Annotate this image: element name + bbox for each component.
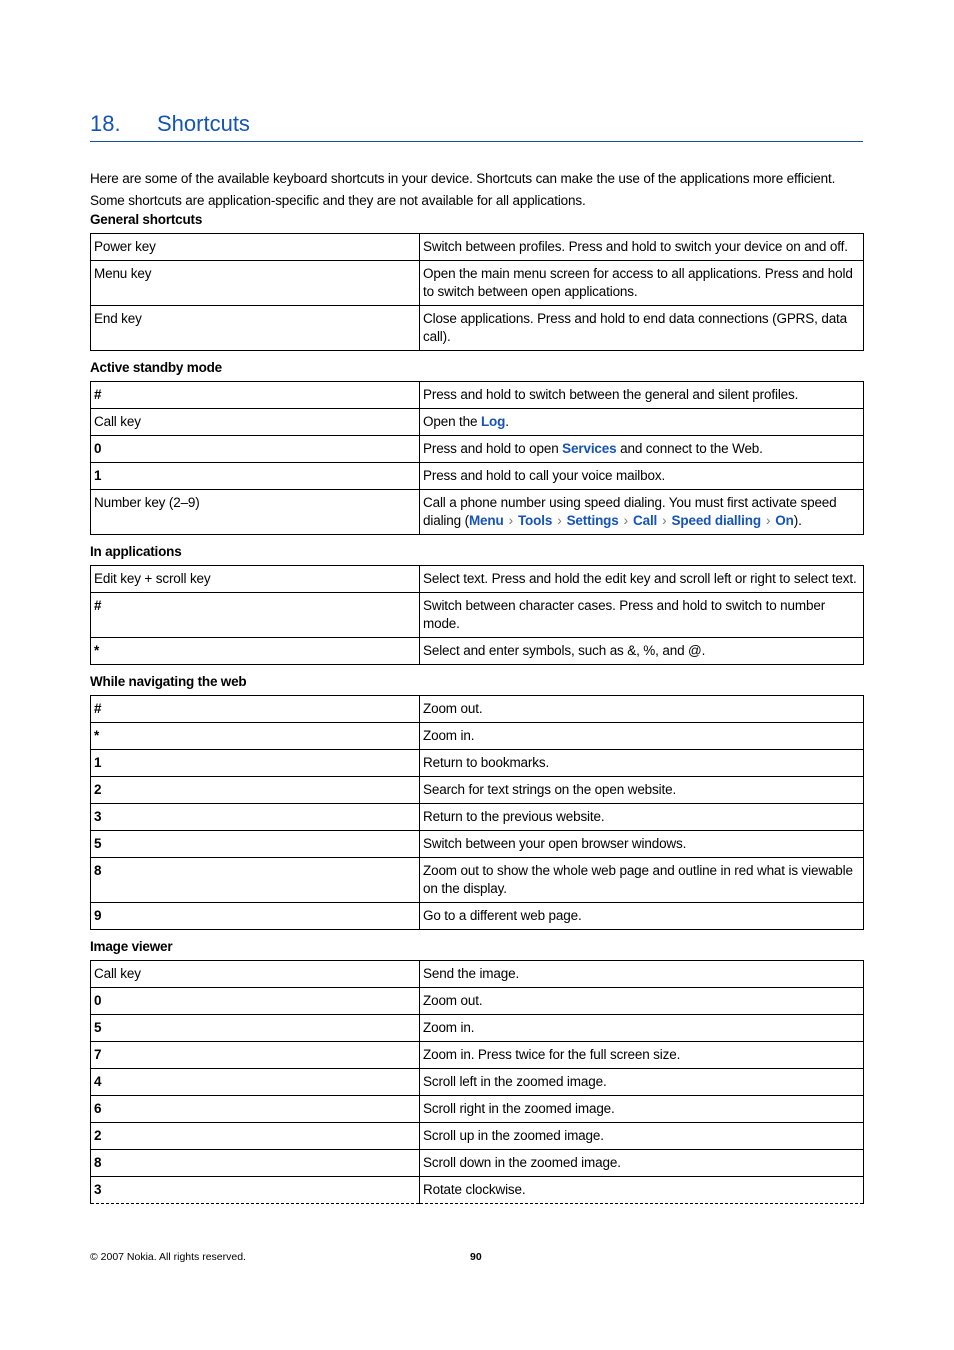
shortcut-key: Call key <box>91 408 420 435</box>
table-row <box>91 695 864 722</box>
chevron-right-icon: › <box>623 512 628 528</box>
table-row <box>91 857 864 902</box>
table-row <box>91 233 864 260</box>
shortcut-key: 0 <box>91 435 420 462</box>
table-row <box>91 1095 864 1122</box>
page-content <box>90 168 864 1212</box>
description-text: and connect to the Web. <box>616 440 763 456</box>
section-title: Image viewer <box>90 938 173 954</box>
shortcut-key: 0 <box>91 987 420 1014</box>
menu-path-call[interactable]: Call <box>632 512 658 528</box>
shortcut-description: Zoom out to show the whole web page and outline in red what is viewable on the display. <box>420 857 864 902</box>
shortcut-key: * <box>91 637 420 664</box>
shortcut-description: Send the image. <box>420 960 864 987</box>
shortcut-key: Power key <box>91 233 420 260</box>
chapter-title: Shortcuts <box>157 111 250 136</box>
shortcut-key: 3 <box>91 803 420 830</box>
table-row <box>91 1041 864 1068</box>
menu-path-tools[interactable]: Tools <box>517 512 553 528</box>
shortcut-description: Scroll up in the zoomed image. <box>420 1122 864 1149</box>
shortcut-key: * <box>91 722 420 749</box>
description-text: Press and hold to open <box>423 440 563 456</box>
section-title: Active standby mode <box>90 359 222 375</box>
table-row <box>91 462 864 489</box>
shortcut-description: Press and hold to switch between the general and silent profiles. <box>420 381 864 408</box>
menu-path-settings[interactable]: Settings <box>566 512 619 528</box>
shortcut-key: Call key <box>91 960 420 987</box>
table-row <box>91 987 864 1014</box>
shortcut-key: 4 <box>91 1068 420 1095</box>
section-title: While navigating the web <box>90 673 247 689</box>
table-row <box>91 960 864 987</box>
shortcut-table <box>90 565 864 665</box>
shortcut-description: Zoom out. <box>420 987 864 1014</box>
shortcut-description: Zoom in. Press twice for the full screen size. <box>420 1041 864 1068</box>
chevron-right-icon: › <box>765 512 771 528</box>
table-row <box>91 592 864 637</box>
shortcut-description: Return to the previous website. <box>420 803 864 830</box>
shortcut-description <box>420 408 864 435</box>
chapter-heading <box>90 110 863 142</box>
shortcut-key: 6 <box>91 1095 420 1122</box>
shortcut-key: 1 <box>91 462 420 489</box>
description-text: ). <box>793 512 802 528</box>
intro-paragraph-1: Here are some of the available keyboard shortcuts in your device. Shortcuts can make the use of the applications more efficient. <box>90 171 836 186</box>
shortcut-description: Go to a different web page. <box>420 902 864 929</box>
table-row <box>91 1176 864 1203</box>
shortcut-key: # <box>91 592 420 637</box>
table-row <box>91 902 864 929</box>
shortcut-section <box>90 543 864 665</box>
table-row <box>91 489 864 534</box>
shortcut-table <box>90 695 864 930</box>
section-title: In applications <box>90 543 182 559</box>
page-number: 90 <box>470 1251 482 1263</box>
shortcut-key: Menu key <box>91 260 420 305</box>
shortcut-section <box>90 211 864 351</box>
shortcut-key: 1 <box>91 749 420 776</box>
shortcut-description: Open the main menu screen for access to all applications. Press and hold to switch between open applications. <box>420 260 864 305</box>
shortcut-table <box>90 960 864 1204</box>
menu-path-speed-dialling[interactable]: Speed dialling <box>671 512 761 528</box>
shortcut-key: 9 <box>91 902 420 929</box>
shortcut-description: Search for text strings on the open website. <box>420 776 864 803</box>
shortcut-description: Rotate clockwise. <box>420 1176 864 1203</box>
shortcut-key: 8 <box>91 1149 420 1176</box>
table-row <box>91 1068 864 1095</box>
table-row <box>91 1122 864 1149</box>
table-row <box>91 1149 864 1176</box>
shortcut-description: Scroll down in the zoomed image. <box>420 1149 864 1176</box>
shortcut-description: Select and enter symbols, such as &, %, and @. <box>420 637 864 664</box>
intro-paragraph-2: Some shortcuts are application-specific and they are not available for all applications. <box>90 192 586 208</box>
shortcut-description: Scroll right in the zoomed image. <box>420 1095 864 1122</box>
shortcut-description: Switch between character cases. Press and hold to switch to number mode. <box>420 592 864 637</box>
link-log[interactable]: Log <box>480 413 506 429</box>
shortcut-key: 5 <box>91 1014 420 1041</box>
table-row <box>91 803 864 830</box>
shortcut-key: Edit key + scroll key <box>91 565 420 592</box>
shortcut-key: # <box>91 381 420 408</box>
section-title: General shortcuts <box>90 211 203 227</box>
shortcut-table <box>90 233 864 351</box>
table-row <box>91 830 864 857</box>
menu-path-on[interactable]: On <box>775 512 794 528</box>
menu-path-menu[interactable]: Menu <box>468 512 504 528</box>
chevron-right-icon: › <box>557 512 562 528</box>
shortcut-table <box>90 381 864 535</box>
shortcut-description: Zoom in. <box>420 1014 864 1041</box>
shortcut-description <box>420 489 864 534</box>
shortcut-key: 2 <box>91 1122 420 1149</box>
table-row <box>91 776 864 803</box>
table-row <box>91 408 864 435</box>
table-row <box>91 305 864 350</box>
description-text: Call a phone number using speed dialing. You must first activate speed dialing ( <box>423 494 837 528</box>
shortcut-description: Switch between profiles. Press and hold to switch your device on and off. <box>420 233 864 260</box>
chevron-right-icon: › <box>662 512 667 528</box>
copyright-notice: © 2007 Nokia. All rights reserved. <box>90 1251 246 1263</box>
table-row <box>91 381 864 408</box>
chapter-number: 18. <box>90 111 121 136</box>
link-services[interactable]: Services <box>562 440 617 456</box>
shortcut-key: 5 <box>91 830 420 857</box>
shortcut-key: 3 <box>91 1176 420 1203</box>
table-row <box>91 435 864 462</box>
shortcut-key: Number key (2–9) <box>91 489 420 534</box>
shortcut-section <box>90 673 864 930</box>
table-row <box>91 565 864 592</box>
table-row <box>91 637 864 664</box>
shortcut-description <box>420 435 864 462</box>
description-text: . <box>505 413 509 429</box>
shortcut-section <box>90 938 864 1204</box>
shortcut-sections <box>90 211 864 1204</box>
description-text: Open the <box>423 413 481 429</box>
table-row <box>91 260 864 305</box>
shortcut-description: Press and hold to call your voice mailbox. <box>420 462 864 489</box>
chevron-right-icon: › <box>508 512 513 528</box>
shortcut-description: Scroll left in the zoomed image. <box>420 1068 864 1095</box>
table-row <box>91 1014 864 1041</box>
shortcut-key: 2 <box>91 776 420 803</box>
shortcut-description: Zoom in. <box>420 722 864 749</box>
shortcut-section <box>90 359 864 535</box>
shortcut-key: End key <box>91 305 420 350</box>
shortcut-key: 8 <box>91 857 420 902</box>
shortcut-key: # <box>91 695 420 722</box>
table-row <box>91 722 864 749</box>
shortcut-description: Select text. Press and hold the edit key and scroll left or right to select text. <box>420 565 864 592</box>
shortcut-key: 7 <box>91 1041 420 1068</box>
shortcut-description: Switch between your open browser windows. <box>420 830 864 857</box>
shortcut-description: Return to bookmarks. <box>420 749 864 776</box>
table-row <box>91 749 864 776</box>
shortcut-description: Zoom out. <box>420 695 864 722</box>
shortcut-description: Close applications. Press and hold to end data connections (GPRS, data call). <box>420 305 864 350</box>
